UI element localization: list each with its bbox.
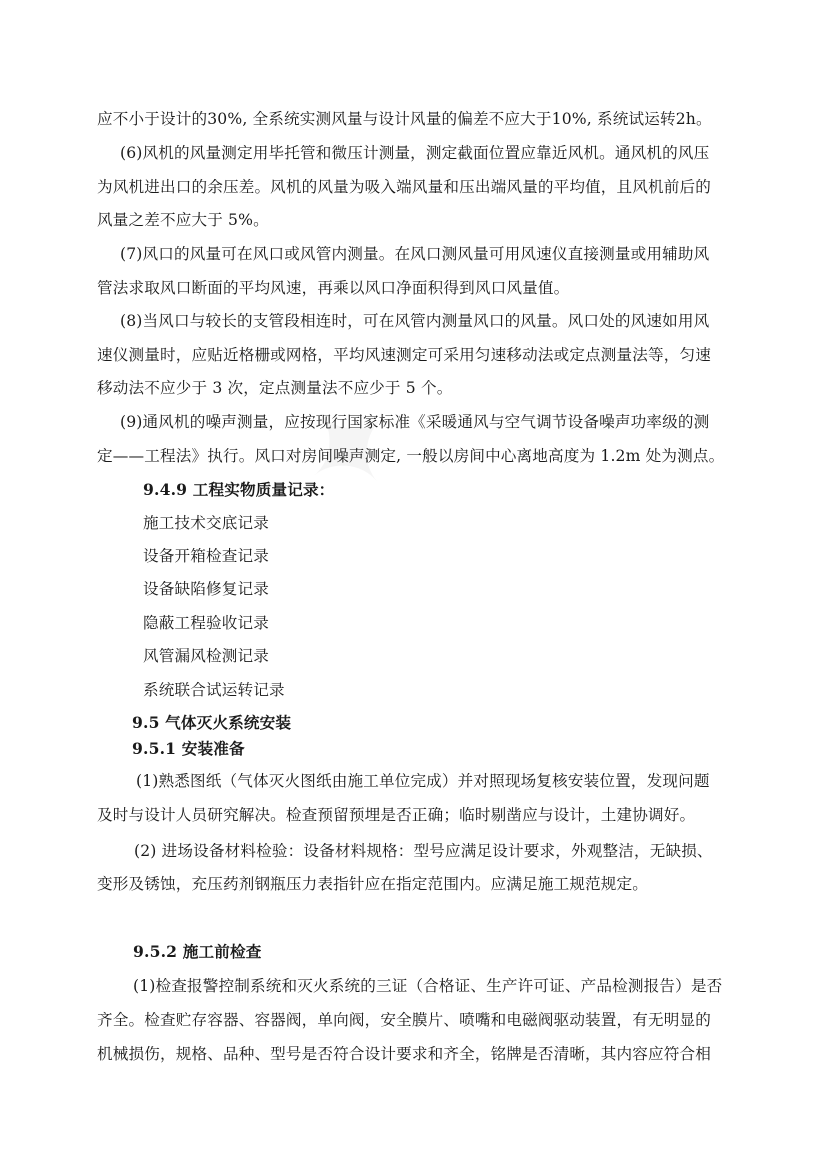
list-item: 隐蔽工程验收记录 [143,614,269,632]
paragraph-line: (7)风口的风量可在风口或风管内测量。在风口测风量可用风速仪直接测量或用辅助风 [120,245,710,263]
paragraph-line: 风量之差不应大于 5%。 [97,211,269,229]
paragraph-line: 及时与设计人员研究解决。检查预留预埋是否正确；临时剔凿应与设计，土建协调好。 [97,806,696,824]
paragraph-line: 管法求取风口断面的平均风速，再乘以风口净面积得到风口风量值。 [97,279,570,297]
list-item: 系统联合试运转记录 [143,681,285,699]
paragraph-line: 定——工程法》执行。风口对房间噪声测定, 一般以房间中心离地高度为 1.2m 处为测点。 [97,447,725,465]
paragraph-line: (8)当风口与较长的支管段相连时，可在风管内测量风口的风量。风口处的风速如用风 [120,312,710,330]
paragraph-line: 机械损伤，规格、品种、型号是否符合设计要求和齐全，铭牌是否清晰，其内容应符合相 [97,1045,712,1063]
subsection-heading: 9.5.1 安装准备 [132,739,245,758]
paragraph-line: (2) 进场设备材料检验：设备材料规格：型号应满足设计要求，外观整洁，无缺损、 [134,842,713,860]
paragraph-line: 速仪测量时，应贴近格栅或网格，平均风速测定可采用匀速移动法或定点测量法等，匀速 [97,346,712,364]
paragraph-line: 为风机进出口的余压差。风机的风量为吸入端风量和压出端风量的平均值，且风机前后的 [97,178,712,196]
paragraph-line: (1)熟悉图纸（气体灭火图纸由施工单位完成）并对照现场复核安装位置，发现问题 [136,772,710,790]
paragraph-line: (9)通风机的噪声测量，应按现行国家标准《采暖通风与空气调节设备噪声功率级的测 [120,413,710,431]
list-item: 设备缺陷修复记录 [143,580,269,598]
list-item: 风管漏风检测记录 [143,647,269,665]
paragraph-line: 变形及锈蚀，充压药剂钢瓶压力表指针应在指定范围内。应满足施工规范规定。 [97,875,649,893]
list-item: 设备开箱检查记录 [143,547,269,565]
section-heading: 9.5 气体灭火系统安装 [132,713,292,732]
paragraph-line: (1)检查报警控制系统和灭火系统的三证（合格证、生产许可证、产品检测报告）是否 [133,977,723,995]
paragraph-line: 移动法不应少于 3 次，定点测量法不应少于 5 个。 [97,379,453,397]
paragraph-line: 应不小于设计的30%, 全系统实测风量与设计风量的偏差不应大于10%, 系统试运转2h。 [97,110,712,128]
subsection-heading: 9.5.2 施工前检查 [133,942,262,961]
section-heading: 9.4.9 工程实物质量记录： [143,480,335,499]
paragraph-line: (6)风机的风量测定用毕托管和微压计测量，测定截面位置应靠近风机。通风机的风压 [120,144,710,162]
paragraph-line: 齐全。检查贮存容器、容器阀，单向阀，安全膜片、喷嘴和电磁阀驱动装置，有无明显的 [97,1011,712,1029]
list-item: 施工技术交底记录 [143,514,269,532]
